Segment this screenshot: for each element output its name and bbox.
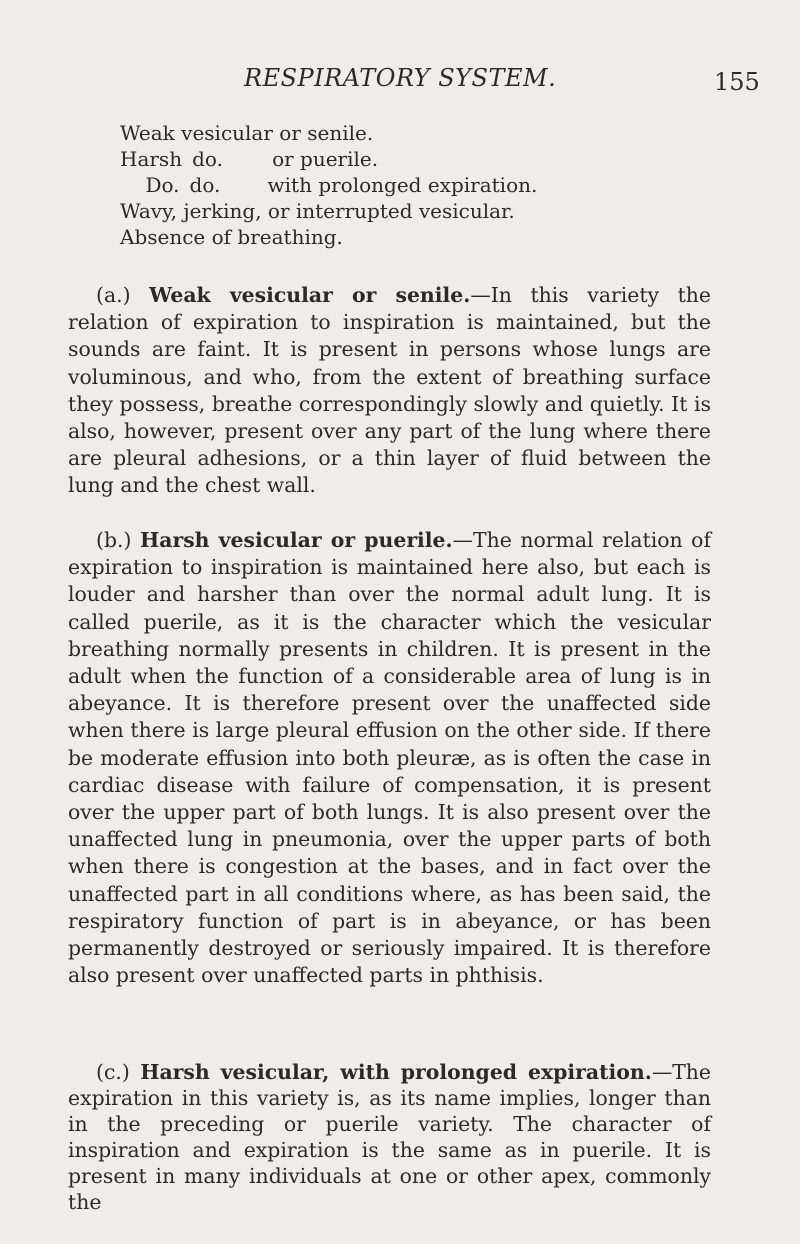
list-item: Do. do. with prolonged expiration. [145, 173, 538, 197]
section-marker: (c.) [96, 1060, 130, 1084]
section-weak-vesicular [68, 282, 711, 500]
running-head [0, 64, 800, 94]
section-harsh-vesicular [68, 527, 711, 989]
section-heading: Harsh vesicular or puerile. [139, 528, 453, 552]
breathing-varieties-list [120, 120, 720, 250]
section-heading: Harsh vesicular, with prolonged expiration. [140, 1060, 652, 1084]
list-item: Harsh do. or puerile. [120, 147, 379, 171]
section-body: —The normal relation of expiration to inspiration is maintained here also, but each is louder and harsher than over the normal adult lung. It is called puerile, as it is the character which the vesicular breathing normally presents in children. It is present in the adult when the function of a considerable area of lung is in abeyance. It is therefore present over the unaffected side when there is large pleural effusion on the other side. If there be moderate effusion into both pleuræ, as is often the case in cardiac disease with failure of compensation, it is present over the upper part of both lungs. It is also present over the unaffected lung in pneumonia, over the upper parts of both when there is congestion at the bases, and in fact over the unaffected part in all conditions where, as has been said, the respiratory function of part is in abeyance, or has been permanently destroyed or seriously impaired. It is therefore also present over unaffected parts in phthisis. [68, 528, 711, 988]
section-body: —The expiration in this variety is, as its name implies, longer than in the preceding or puerile variety. The character of inspiration and expiration is the same as in puerile. It is present in many individuals at one or other apex, commonly the [68, 1060, 712, 1214]
section-marker: (a.) [96, 283, 131, 307]
section-prolonged-expiration [68, 1059, 711, 1215]
list-item: Wavy, jerking, or interrupted vesicular. [120, 199, 515, 223]
section-marker: (b.) [96, 528, 132, 552]
page-number: 155 [714, 68, 760, 96]
list-item: Weak vesicular or senile. [120, 121, 374, 145]
section-body: —In this variety the relation of expiration to inspiration is maintained, but the sounds are faint. It is present in persons whose lungs are voluminous, and who, from the extent of breathing surface they possess, breathe correspondingly slowly and quietly. It is also, however, present over any part of the lung where there are pleural adhesions, or a thin layer of fluid between the lung and the chest wall. [68, 283, 711, 498]
running-title: RESPIRATORY SYSTEM. [244, 64, 557, 92]
section-heading: Weak vesicular or senile. [149, 283, 471, 307]
list-item: Absence of breathing. [120, 225, 343, 249]
